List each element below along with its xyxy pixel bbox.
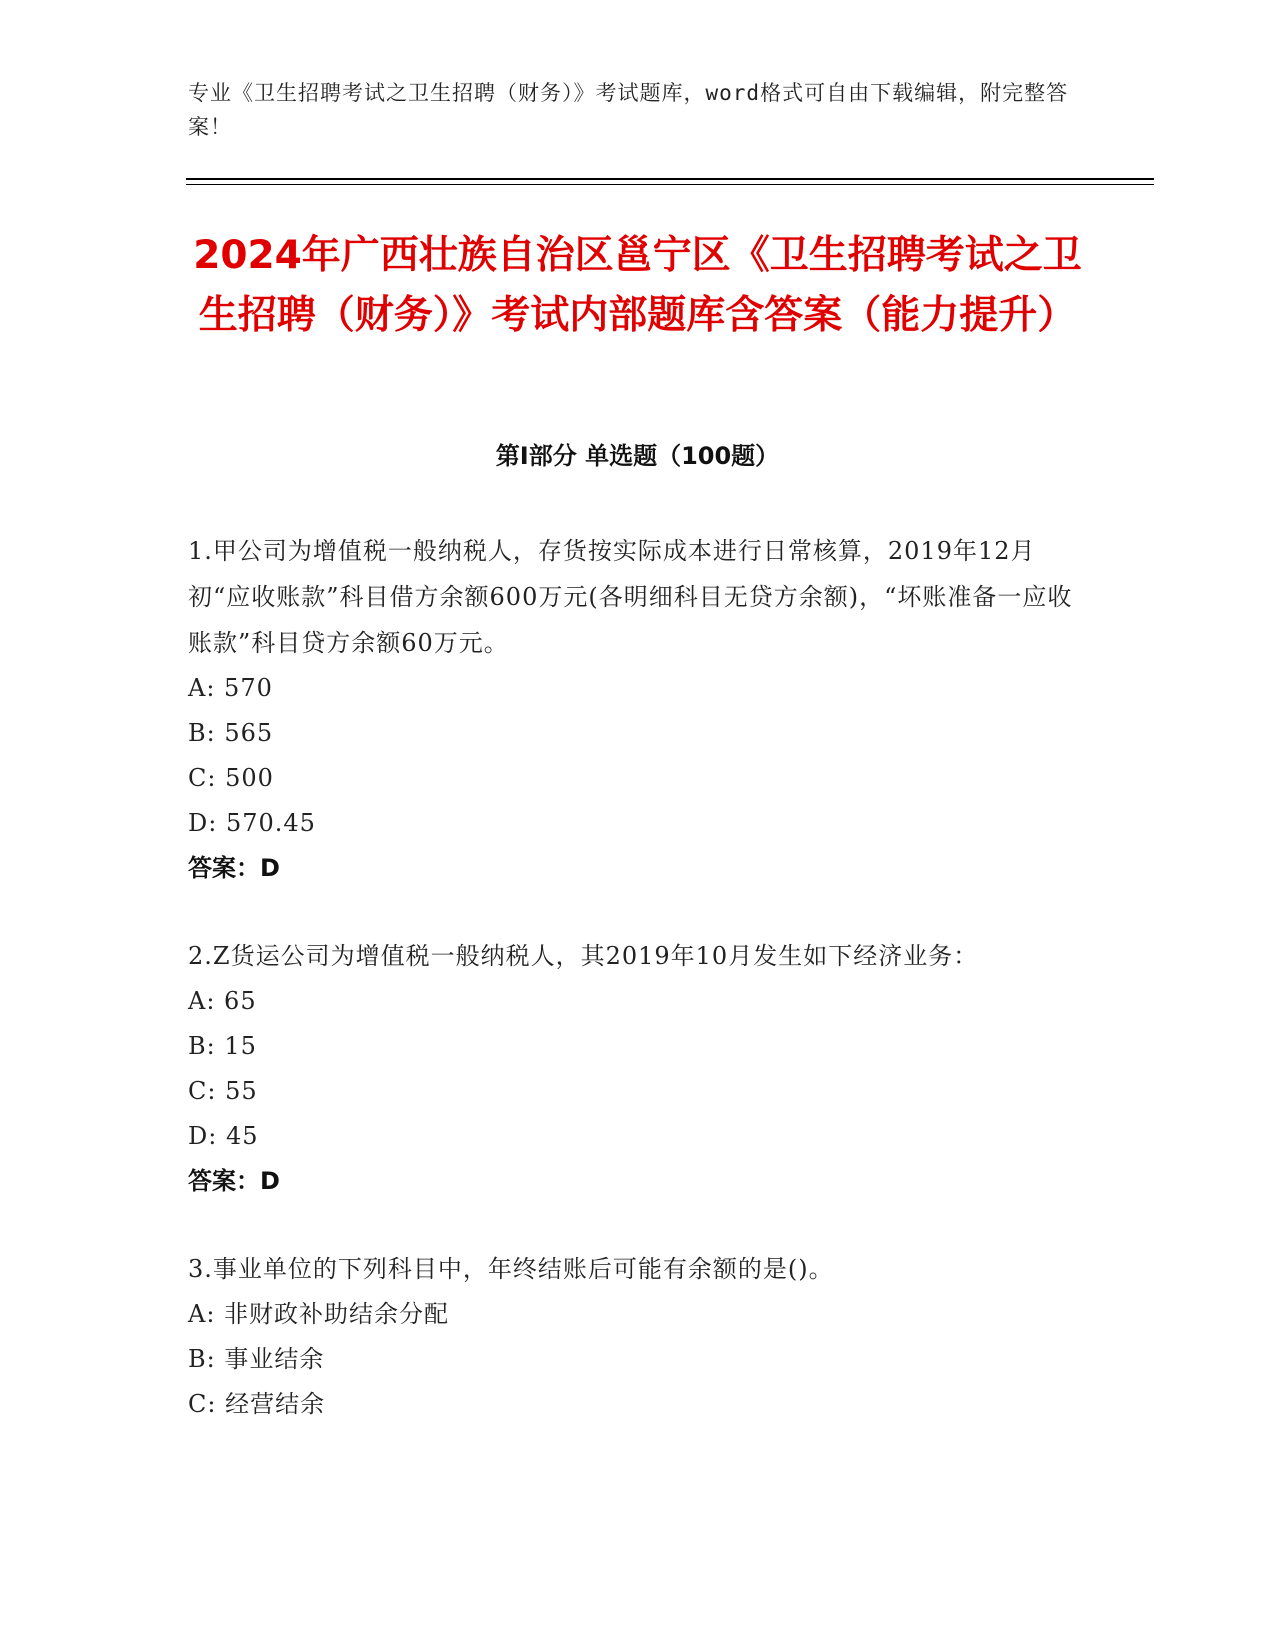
option-a: A: 570 xyxy=(188,674,273,702)
question-stem: 2.Z货运公司为增值税一般纳税人，其2019年10月发生如下经济业务： xyxy=(188,942,979,970)
option-c: C: 500 xyxy=(188,764,274,792)
option-b: B: 15 xyxy=(188,1032,257,1060)
document-title: 2024年广西壮族自治区邕宁区《卫生招聘考试之卫生招聘（财务）》考试内部题库含答案（能力提升） xyxy=(193,233,1082,338)
option-b: B: 565 xyxy=(188,719,274,747)
question-stem: 1.甲公司为增值税一般纳税人，存货按实际成本进行日常核算，2019年12月初“应收账款”科目借方余额600万元(各明细科目无贷方余额)，“坏账准备一应收账款”科目贷方余额60万元。 xyxy=(188,537,1073,657)
header-note: 专业《卫生招聘考试之卫生招聘（财务）》考试题库，word格式可自由下载编辑，附完整答案！ xyxy=(188,81,1069,139)
option-c: C: 经营结余 xyxy=(188,1390,326,1418)
header-divider-thin xyxy=(186,184,1154,185)
header-divider-thick xyxy=(186,178,1154,180)
question-3 xyxy=(188,1246,1088,1427)
section-heading: 第Ⅰ部分 单选题（100题） xyxy=(495,442,780,470)
question-1 xyxy=(188,528,1088,891)
answer-line: 答案：D xyxy=(188,854,280,882)
answer-line: 答案：D xyxy=(188,1167,280,1195)
option-d: D: 45 xyxy=(188,1122,259,1150)
option-a: A: 非财政补助结余分配 xyxy=(188,1300,450,1328)
question-stem: 3.事业单位的下列科目中，年终结账后可能有余额的是()。 xyxy=(188,1255,834,1283)
option-b: B: 事业结余 xyxy=(188,1345,325,1373)
option-c: C: 55 xyxy=(188,1077,258,1105)
question-2 xyxy=(188,933,1088,1204)
option-a: A: 65 xyxy=(188,987,257,1015)
question-list xyxy=(188,528,1088,1469)
option-d: D: 570.45 xyxy=(188,809,316,837)
